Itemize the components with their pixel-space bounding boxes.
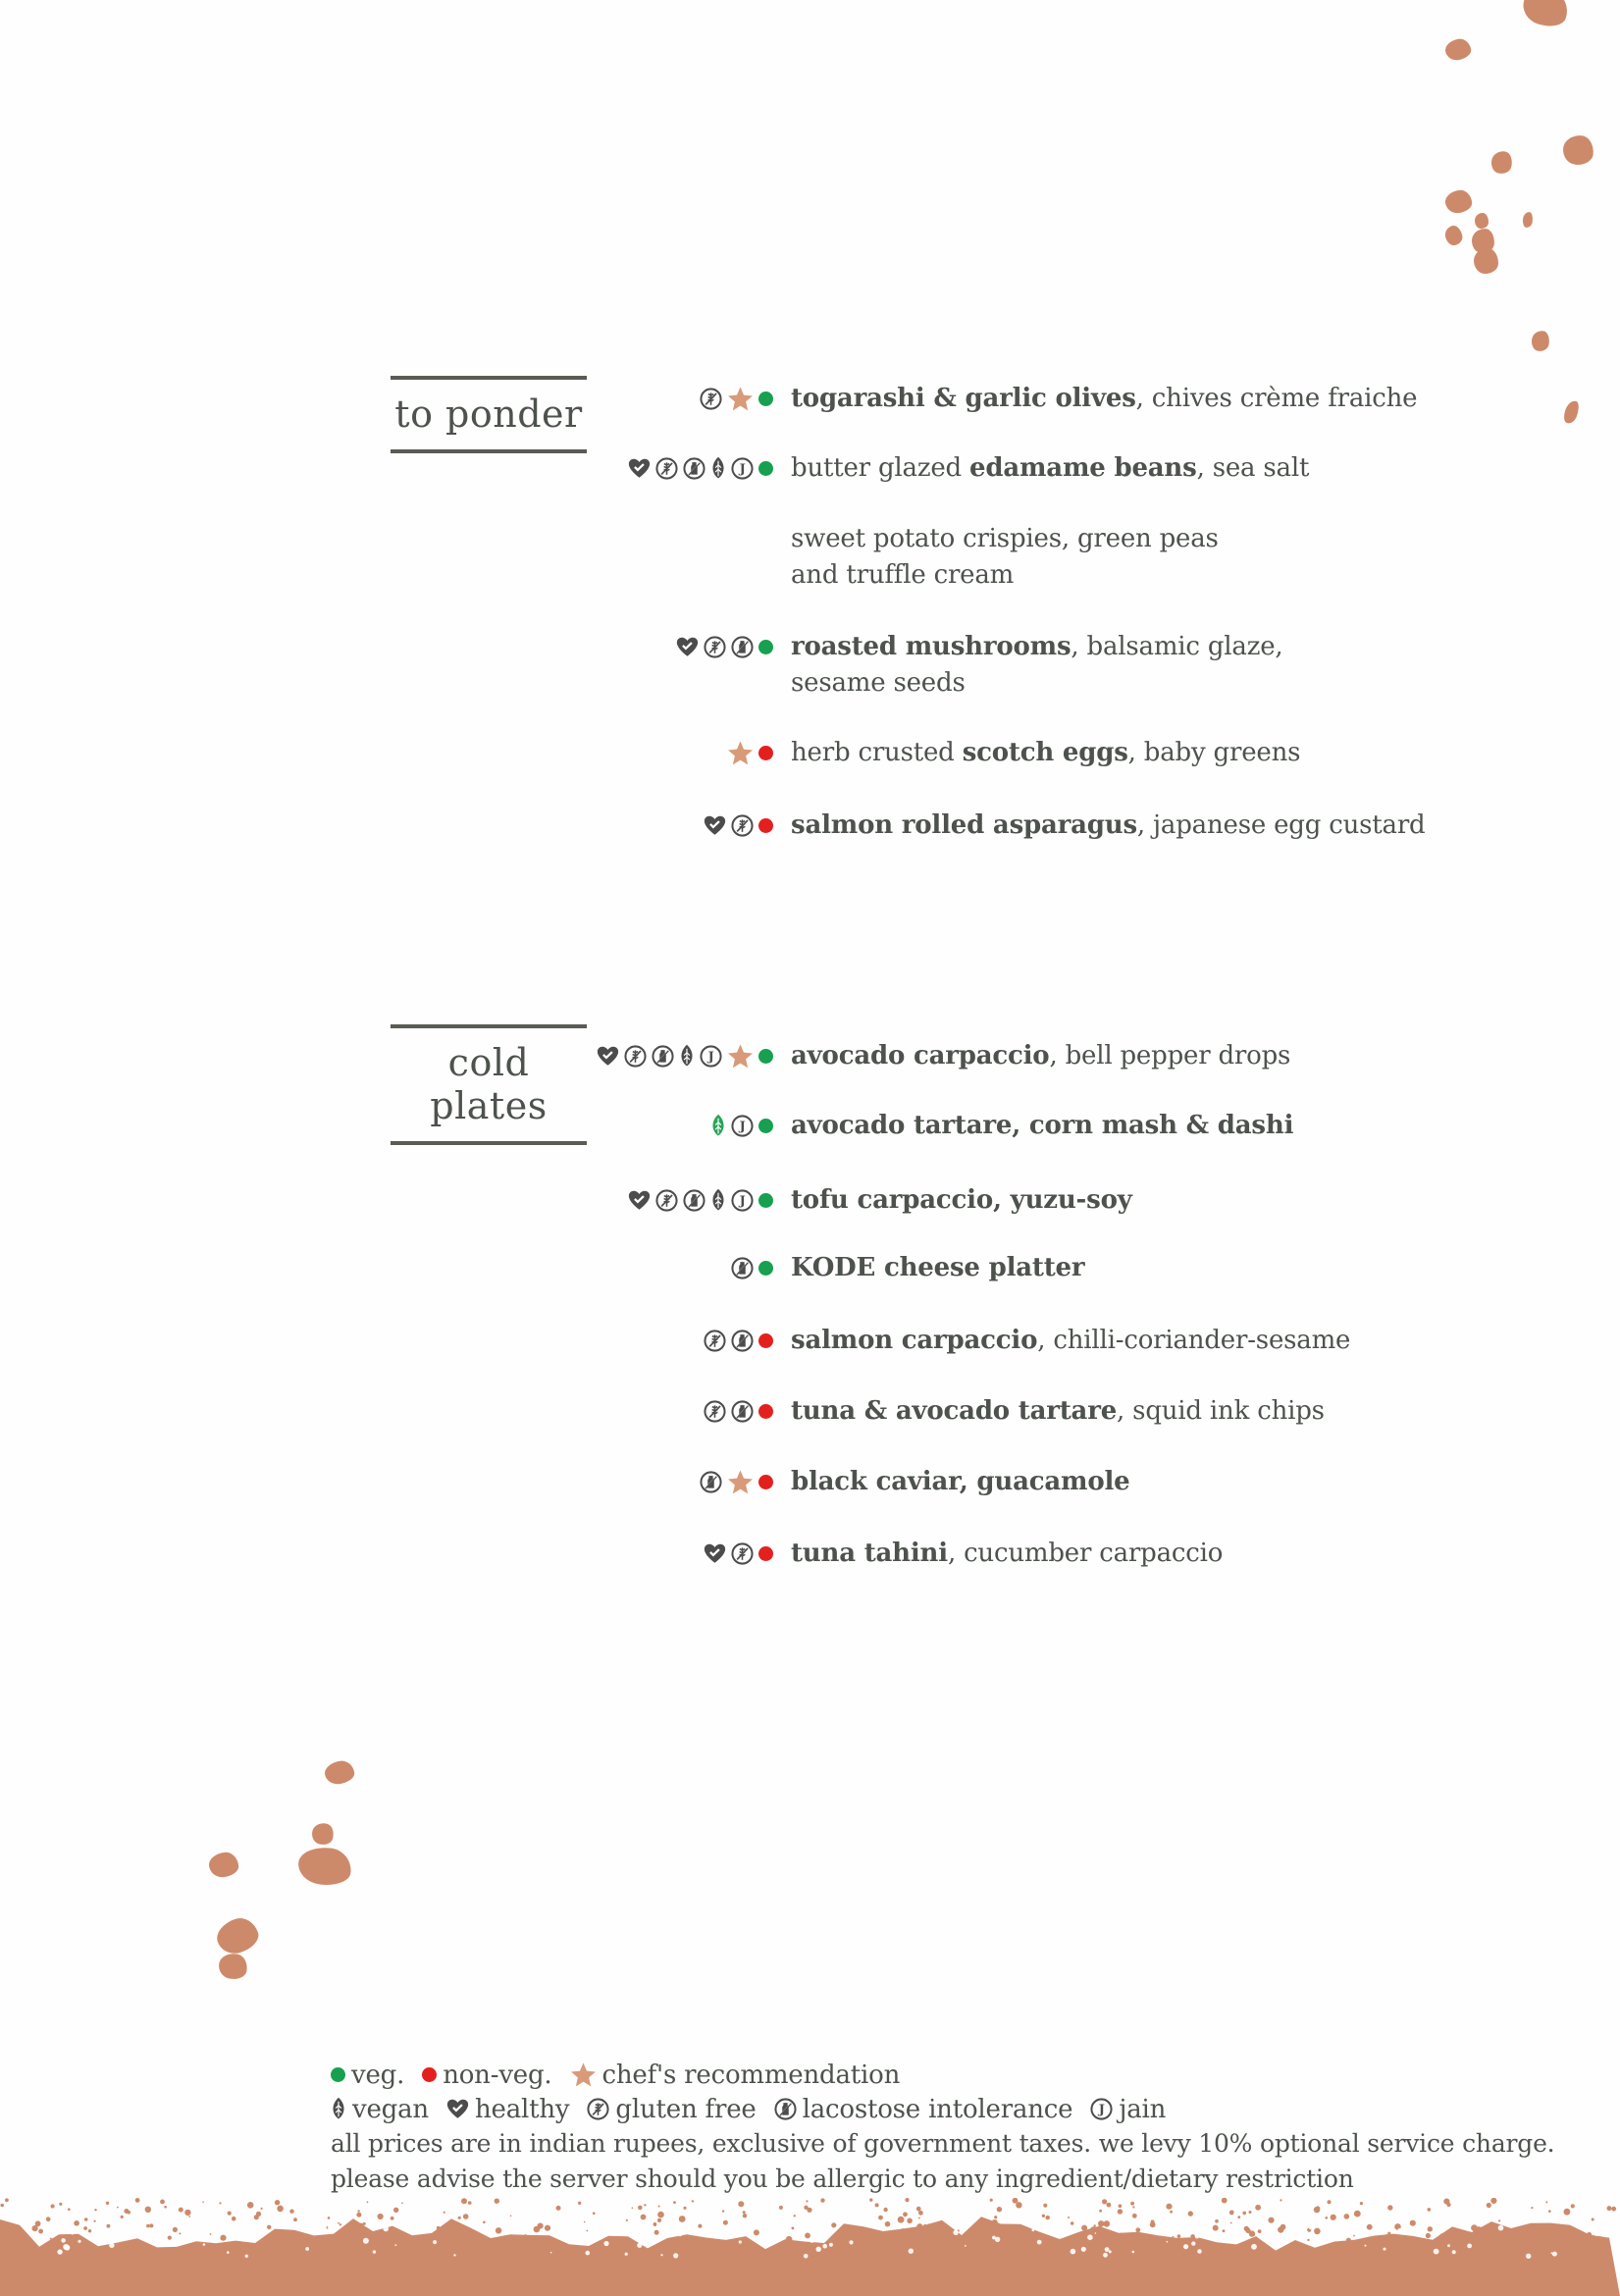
- item-diet-icons: [0, 381, 773, 417]
- vegan-leaf-icon: [331, 2097, 346, 2121]
- item-diet-icons: [0, 808, 773, 844]
- menu-item: [0, 1108, 1531, 1144]
- legend: [331, 2058, 1554, 2197]
- non-veg-dot-icon: [758, 1333, 773, 1348]
- menu-item: [0, 1250, 1531, 1286]
- item-diet-icons: [0, 735, 773, 771]
- item-text: avocado carpaccio, bell pepper drops: [791, 1041, 1291, 1070]
- svg-text:J: J: [739, 462, 746, 478]
- gluten-free-icon: [704, 1330, 726, 1352]
- paint-splatter: [1561, 399, 1581, 426]
- item-diet-icons: [0, 521, 773, 557]
- healthy-heart-icon: [446, 2098, 469, 2120]
- lactose-intolerance-icon: [731, 1257, 754, 1279]
- legend-label: veg.: [351, 2060, 405, 2090]
- gluten-free-icon: [704, 636, 726, 658]
- paint-splatter: [310, 1821, 337, 1848]
- menu-item: [0, 1182, 1531, 1219]
- paint-splatter: [1522, 211, 1534, 228]
- legend-label: non-veg.: [443, 2060, 552, 2090]
- item-diet-icons: [0, 1536, 773, 1572]
- non-veg-dot-icon: [758, 746, 773, 760]
- footer-allergy-note: please advise the server should you be allergic to any ingredient/dietary restriction: [331, 2165, 1354, 2193]
- paint-splatter: [1474, 248, 1498, 274]
- menu-item: [0, 735, 1531, 771]
- non-veg-dot-icon: [758, 1475, 773, 1489]
- item-text: butter glazed edamame beans, sea salt: [791, 453, 1310, 483]
- gluten-free-icon: [624, 1045, 647, 1068]
- item-text: salmon carpaccio, chilli-coriander-sesame: [791, 1326, 1351, 1355]
- legend-label: chef's recommendation: [601, 2060, 901, 2090]
- item-diet-icons: [0, 1038, 773, 1074]
- paint-splatter: [1444, 189, 1473, 215]
- legend-entry-gluten-free: [587, 2095, 756, 2124]
- healthy-heart-icon: [628, 457, 651, 480]
- healthy-heart-icon: [704, 814, 726, 837]
- lactose-intolerance-icon: [731, 1400, 754, 1423]
- legend-entry-non-veg: [422, 2061, 551, 2090]
- vegan-leaf-icon: [710, 456, 726, 481]
- healthy-heart-icon: [704, 1542, 726, 1565]
- item-diet-icons: [0, 629, 773, 665]
- item-text: tofu carpaccio, yuzu-soy: [791, 1185, 1132, 1215]
- chef-recommendation-star-icon: [570, 2061, 597, 2088]
- chef-recommendation-star-icon: [727, 386, 754, 412]
- chef-recommendation-star-icon: [727, 1043, 754, 1070]
- paint-splatter: [1530, 330, 1550, 353]
- paint-splatter: [1443, 224, 1464, 247]
- legend-entry-vegan: [331, 2095, 429, 2124]
- jain-icon: [1090, 2098, 1113, 2120]
- veg-dot-icon: [758, 1261, 773, 1276]
- veg-dot-icon: [758, 1049, 773, 1064]
- item-text: tuna tahini, cucumber carpaccio: [791, 1539, 1224, 1568]
- vegan-leaf-icon: [710, 1188, 726, 1213]
- legend-entry-veg: [331, 2061, 404, 2090]
- legend-label: jain: [1119, 2094, 1167, 2124]
- item-text: togarashi & garlic olives, chives crème fraiche: [791, 384, 1418, 413]
- gluten-free-icon: [700, 388, 722, 410]
- jain-icon: [731, 1115, 754, 1137]
- legend-label: healthy: [474, 2094, 570, 2124]
- legend-entry-lactose: [774, 2095, 1073, 2124]
- lactose-intolerance-icon: [652, 1045, 674, 1068]
- healthy-heart-icon: [628, 1189, 651, 1212]
- svg-text:J: J: [1099, 2103, 1106, 2118]
- item-diet-icons: [0, 1108, 773, 1144]
- lactose-intolerance-icon: [774, 2098, 797, 2120]
- veg-dot-icon: [758, 1193, 773, 1208]
- vegan-leaf-icon: [710, 1114, 726, 1138]
- lactose-intolerance-icon: [683, 1189, 705, 1212]
- paint-splatter: [208, 1852, 239, 1879]
- veg-dot-icon: [331, 2067, 345, 2082]
- chef-recommendation-star-icon: [727, 1469, 754, 1495]
- jain-icon: [700, 1045, 722, 1068]
- veg-dot-icon: [758, 461, 773, 476]
- legend-row-markers: [331, 2058, 1554, 2092]
- menu-item: [0, 450, 1531, 487]
- menu-item: [0, 629, 1531, 702]
- item-diet-icons: [0, 1393, 773, 1430]
- menu-item: [0, 521, 1531, 594]
- item-diet-icons: [0, 450, 773, 487]
- paint-splatter: [296, 1845, 353, 1888]
- gluten-free-icon: [655, 1189, 678, 1212]
- gluten-free-icon: [731, 814, 754, 837]
- lactose-intolerance-icon: [731, 636, 754, 658]
- gluten-free-icon: [731, 1542, 754, 1565]
- lactose-intolerance-icon: [731, 1330, 754, 1352]
- item-text: black caviar, guacamole: [791, 1467, 1130, 1496]
- veg-dot-icon: [758, 640, 773, 654]
- item-text: tuna & avocado tartare, squid ink chips: [791, 1396, 1325, 1426]
- legend-entry-star: [570, 2061, 901, 2090]
- non-veg-dot-icon: [422, 2067, 437, 2082]
- menu-item: [0, 1393, 1531, 1430]
- item-diet-icons: [0, 1250, 773, 1286]
- gluten-free-icon: [704, 1400, 726, 1423]
- gluten-free-icon: [587, 2098, 609, 2120]
- non-veg-dot-icon: [758, 818, 773, 833]
- healthy-heart-icon: [676, 636, 699, 658]
- legend-label: vegan: [352, 2094, 429, 2124]
- item-text: roasted mushrooms, balsamic glaze, sesame seeds: [791, 632, 1283, 698]
- footer-pricing-note: all prices are in indian rupees, exclusive of government taxes. we levy 10% optional service charge.: [331, 2129, 1555, 2158]
- paint-splatter: [1489, 149, 1514, 176]
- chef-recommendation-star-icon: [727, 740, 754, 766]
- svg-text:J: J: [739, 1120, 746, 1135]
- paint-splatter: [1562, 134, 1594, 167]
- legend-entry-healthy: [446, 2095, 569, 2124]
- menu-item: [0, 381, 1531, 417]
- svg-text:J: J: [739, 1194, 746, 1210]
- item-text: avocado tartare, corn mash & dashi: [791, 1111, 1294, 1140]
- legend-row-diet: [331, 2092, 1554, 2126]
- healthy-heart-icon: [597, 1045, 619, 1068]
- menu-item: [0, 1323, 1531, 1359]
- bottom-paint-band: [0, 2198, 1620, 2296]
- non-veg-dot-icon: [758, 1546, 773, 1561]
- paint-splatter: [1443, 37, 1472, 62]
- section-title: to ponder: [394, 392, 583, 436]
- legend-entry-jain: [1090, 2095, 1166, 2124]
- item-text: salmon rolled asparagus, japanese egg custard: [791, 810, 1426, 840]
- non-veg-dot-icon: [758, 1404, 773, 1419]
- lactose-intolerance-icon: [683, 457, 705, 480]
- legend-label: lacostose intolerance: [802, 2094, 1073, 2124]
- legend-label: gluten free: [615, 2094, 757, 2124]
- paint-splatter: [217, 1952, 249, 1982]
- jain-icon: [731, 457, 754, 480]
- item-diet-icons: [0, 1323, 773, 1359]
- item-text: sweet potato crispies, green peas and truffle cream: [791, 524, 1219, 590]
- veg-dot-icon: [758, 1119, 773, 1133]
- paint-splatter: [213, 1913, 262, 1957]
- menu-item: [0, 1038, 1531, 1074]
- item-text: herb crusted scotch eggs, baby greens: [791, 738, 1301, 767]
- paint-splatter: [324, 1759, 356, 1786]
- item-diet-icons: [0, 1464, 773, 1500]
- vegan-leaf-icon: [679, 1044, 695, 1069]
- svg-text:J: J: [707, 1050, 714, 1066]
- menu-item: [0, 808, 1531, 844]
- section-title: cold plates: [430, 1041, 548, 1127]
- paint-splatter: [1475, 213, 1489, 229]
- menu-item: [0, 1464, 1531, 1500]
- lactose-intolerance-icon: [700, 1471, 722, 1493]
- gluten-free-icon: [655, 457, 678, 480]
- item-text: KODE cheese platter: [791, 1253, 1085, 1282]
- item-diet-icons: [0, 1182, 773, 1219]
- paint-splatter: [1519, 0, 1573, 31]
- menu-item: [0, 1536, 1531, 1572]
- jain-icon: [731, 1189, 754, 1212]
- veg-dot-icon: [758, 391, 773, 406]
